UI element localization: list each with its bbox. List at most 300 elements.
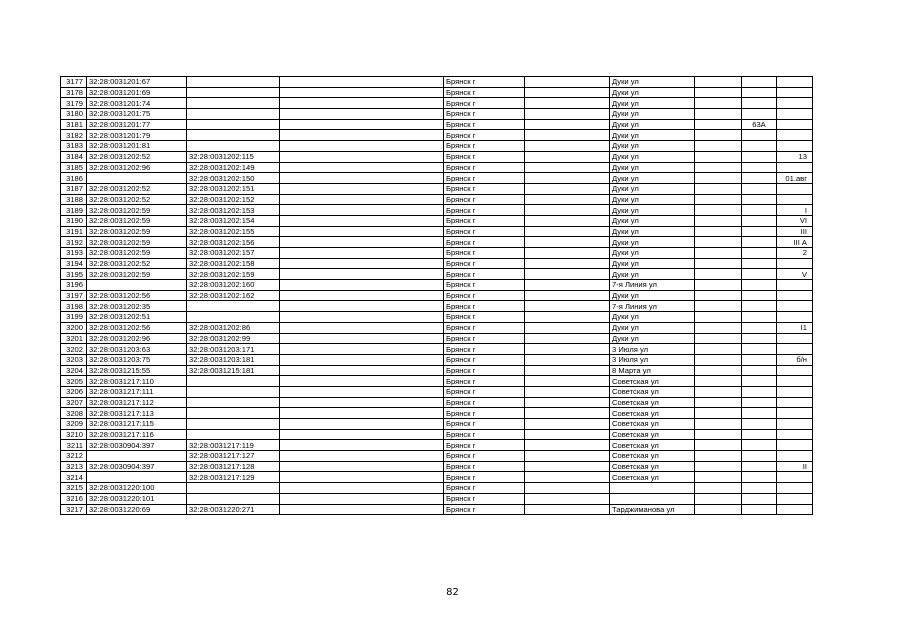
cell-building-cadastral-number: 32:28:0031217:129 [187,472,280,483]
cell-cadastral-number: 32:28:0031202:96 [87,162,187,173]
cell-cadastral-number: 32:28:0031217:113 [87,408,187,419]
table-row [61,386,847,397]
cell-owner [280,215,444,226]
cell-building [742,376,777,387]
cell-owner [280,130,444,141]
cell-house-number [695,205,742,216]
cell-street: Дуки ул [610,215,695,226]
cell-building-cadastral-number [187,77,280,88]
cell-cadastral-number: 32:28:0031201:75 [87,109,187,120]
cell-building [742,493,777,504]
cell-house-number [695,130,742,141]
cell-apartment [777,333,813,344]
cell-cadastral-number: 32:28:0031201:77 [87,119,187,130]
cell-apartment [777,504,813,515]
table-row [61,183,847,194]
cell-cadastral-number: 32:28:0031217:110 [87,376,187,387]
cell-apartment [777,344,813,355]
cell-house-number [695,87,742,98]
cell-city: Брянск г [444,429,525,440]
cell-city: Брянск г [444,472,525,483]
cell-cadastral-number: 32:28:0031220:100 [87,483,187,494]
cell-district [525,322,610,333]
cell-owner [280,322,444,333]
cell-building [742,461,777,472]
cell-apartment: 13 [777,151,813,162]
cell-apartment: II [777,461,813,472]
cell-apartment [777,258,813,269]
cell-house-number [695,440,742,451]
table-row [61,301,847,312]
table-row [61,280,847,291]
cell-street: Советская ул [610,386,695,397]
cell-building-cadastral-number: 32:28:0031202:162 [187,290,280,301]
cell-house-number [695,301,742,312]
cell-owner [280,419,444,430]
cell-owner [280,429,444,440]
table-row [61,173,847,184]
cell-apartment [777,87,813,98]
cell-house-number [695,312,742,323]
table-row [61,451,847,462]
cell-building-cadastral-number [187,397,280,408]
cell-building-cadastral-number: 32:28:0031203:171 [187,344,280,355]
cell-row-index: 3179 [61,98,87,109]
cell-city: Брянск г [444,344,525,355]
cell-city: Брянск г [444,141,525,152]
cell-city: Брянск г [444,205,525,216]
cell-building-cadastral-number: 32:28:0031217:127 [187,451,280,462]
cell-cadastral-number [87,173,187,184]
cell-cadastral-number: 32:28:0031202:52 [87,258,187,269]
cell-building [742,226,777,237]
cell-apartment [777,141,813,152]
cell-street: Дуки ул [610,130,695,141]
cell-building-cadastral-number: 32:28:0031202:151 [187,183,280,194]
cell-cadastral-number: 32:28:0031217:111 [87,386,187,397]
cell-row-index: 3210 [61,429,87,440]
cell-building [742,215,777,226]
cell-street: 7-я Линия ул [610,301,695,312]
cell-building [742,451,777,462]
cell-street: Дуки ул [610,205,695,216]
cell-row-index: 3189 [61,205,87,216]
table-body [61,77,847,515]
table-row [61,365,847,376]
table-row [61,322,847,333]
table-row [61,215,847,226]
table-row [61,419,847,430]
cell-house-number [695,504,742,515]
cell-street: 3 Июля ул [610,344,695,355]
cell-house-number [695,493,742,504]
cell-cadastral-number: 32:28:0031215:55 [87,365,187,376]
cell-district [525,461,610,472]
cell-cadastral-number: 32:28:0030904:397 [87,440,187,451]
cell-street: Дуки ул [610,258,695,269]
cell-city: Брянск г [444,215,525,226]
cell-district [525,109,610,120]
cell-building [742,280,777,291]
cell-cadastral-number: 32:28:0031202:59 [87,215,187,226]
cell-owner [280,258,444,269]
cell-city: Брянск г [444,194,525,205]
cell-district [525,301,610,312]
cell-district [525,130,610,141]
cell-city: Брянск г [444,290,525,301]
cell-building [742,162,777,173]
cell-street: 3 Июля ул [610,354,695,365]
cell-building [742,301,777,312]
cell-cadastral-number: 32:28:0031201:67 [87,77,187,88]
cell-apartment [777,451,813,462]
cell-building-cadastral-number [187,312,280,323]
cell-row-index: 3186 [61,173,87,184]
cell-building-cadastral-number: 32:28:0031202:158 [187,258,280,269]
cell-house-number [695,151,742,162]
cell-street: Дуки ул [610,151,695,162]
cell-street: Советская ул [610,440,695,451]
cell-building [742,397,777,408]
cell-apartment [777,280,813,291]
cell-apartment: V [777,269,813,280]
cell-district [525,419,610,430]
cell-cadastral-number: 32:28:0031201:79 [87,130,187,141]
cell-apartment [777,365,813,376]
cell-city: Брянск г [444,461,525,472]
cell-apartment: III [777,226,813,237]
cell-apartment [777,493,813,504]
cell-house-number [695,429,742,440]
cell-owner [280,109,444,120]
cell-building-cadastral-number: 32:28:0031202:156 [187,237,280,248]
cell-cadastral-number: 32:28:0031203:75 [87,354,187,365]
cell-owner [280,397,444,408]
cell-district [525,483,610,494]
cell-street: Советская ул [610,419,695,430]
cell-cadastral-number: 32:28:0031202:59 [87,226,187,237]
cell-street: Дуки ул [610,312,695,323]
cell-building [742,483,777,494]
cell-row-index: 3212 [61,451,87,462]
cell-building-cadastral-number: 32:28:0031220:271 [187,504,280,515]
cell-cadastral-number: 32:28:0031202:35 [87,301,187,312]
cell-apartment [777,183,813,194]
cell-house-number [695,451,742,462]
cell-street [610,483,695,494]
cell-house-number [695,344,742,355]
cell-cadastral-number: 32:28:0031201:81 [87,141,187,152]
cell-district [525,98,610,109]
table-row [61,237,847,248]
cell-owner [280,77,444,88]
cell-city: Брянск г [444,408,525,419]
cell-owner [280,237,444,248]
cell-district [525,312,610,323]
cell-street: 7-я Линия ул [610,280,695,291]
cell-district [525,151,610,162]
cell-cadastral-number: 32:28:0031203:63 [87,344,187,355]
cell-building [742,440,777,451]
cell-owner [280,248,444,259]
cell-house-number [695,322,742,333]
cell-house-number [695,258,742,269]
table-row [61,429,847,440]
cell-building [742,290,777,301]
cell-district [525,162,610,173]
cell-street: Дуки ул [610,226,695,237]
cell-apartment [777,98,813,109]
cell-district [525,365,610,376]
cell-building [742,354,777,365]
cell-house-number [695,119,742,130]
table-row [61,205,847,216]
table-row [61,226,847,237]
cell-building [742,194,777,205]
cell-cadastral-number: 32:28:0031202:52 [87,183,187,194]
cell-row-index: 3198 [61,301,87,312]
cell-owner [280,151,444,162]
table-row [61,77,847,88]
cell-street [610,493,695,504]
cell-row-index: 3204 [61,365,87,376]
cell-apartment [777,312,813,323]
cell-row-index: 3184 [61,151,87,162]
table-row [61,87,847,98]
cell-street: Дуки ул [610,77,695,88]
cell-house-number [695,483,742,494]
cell-row-index: 3207 [61,397,87,408]
cell-apartment [777,194,813,205]
cell-cadastral-number: 32:28:0030904:397 [87,461,187,472]
table-row [61,312,847,323]
cell-row-index: 3205 [61,376,87,387]
cell-owner [280,333,444,344]
cell-district [525,258,610,269]
cell-house-number [695,194,742,205]
cell-apartment [777,419,813,430]
cell-district [525,354,610,365]
cell-street: Тарджиманова ул [610,504,695,515]
cell-district [525,205,610,216]
cell-apartment [777,483,813,494]
cell-row-index: 3188 [61,194,87,205]
cell-street: Дуки ул [610,269,695,280]
cell-owner [280,98,444,109]
cell-row-index: 3200 [61,322,87,333]
cell-building [742,130,777,141]
cell-city: Брянск г [444,451,525,462]
cell-owner [280,194,444,205]
cell-city: Брянск г [444,280,525,291]
cell-owner [280,365,444,376]
cell-building-cadastral-number: 32:28:0031217:128 [187,461,280,472]
cell-building [742,237,777,248]
cell-house-number [695,280,742,291]
cell-row-index: 3214 [61,472,87,483]
cell-building-cadastral-number [187,429,280,440]
table-row [61,109,847,120]
table-row [61,98,847,109]
cell-house-number [695,226,742,237]
cell-building [742,408,777,419]
cell-building-cadastral-number: 32:28:0031202:152 [187,194,280,205]
cell-apartment [777,429,813,440]
cell-owner [280,504,444,515]
cell-building-cadastral-number: 32:28:0031217:119 [187,440,280,451]
cell-house-number [695,419,742,430]
table-row [61,461,847,472]
cell-city: Брянск г [444,109,525,120]
cell-city: Брянск г [444,237,525,248]
cell-building-cadastral-number: 32:28:0031202:154 [187,215,280,226]
cell-building [742,333,777,344]
cell-street: Советская ул [610,461,695,472]
cell-building [742,248,777,259]
cell-district [525,408,610,419]
cell-city: Брянск г [444,248,525,259]
cell-cadastral-number: 32:28:0031202:56 [87,322,187,333]
cell-house-number [695,397,742,408]
cell-city: Брянск г [444,322,525,333]
cell-district [525,269,610,280]
cell-row-index: 3216 [61,493,87,504]
cell-owner [280,173,444,184]
cell-owner [280,451,444,462]
cell-street: Дуки ул [610,290,695,301]
cell-owner [280,376,444,387]
cell-house-number [695,461,742,472]
cell-row-index: 3181 [61,119,87,130]
cell-building-cadastral-number [187,483,280,494]
table-row [61,162,847,173]
cell-house-number [695,386,742,397]
cell-row-index: 3203 [61,354,87,365]
cell-building-cadastral-number: 32:28:0031202:150 [187,173,280,184]
cell-city: Брянск г [444,130,525,141]
cell-owner [280,280,444,291]
cell-street: Дуки ул [610,162,695,173]
cell-street: Советская ул [610,376,695,387]
cell-building-cadastral-number [187,87,280,98]
cell-cadastral-number: 32:28:0031201:74 [87,98,187,109]
table-row [61,258,847,269]
cell-building [742,173,777,184]
cell-cadastral-number: 32:28:0031201:69 [87,87,187,98]
cell-owner [280,440,444,451]
cell-city: Брянск г [444,419,525,430]
cell-district [525,194,610,205]
cell-owner [280,119,444,130]
cell-building-cadastral-number: 32:28:0031202:99 [187,333,280,344]
cell-city: Брянск г [444,258,525,269]
cell-owner [280,301,444,312]
cell-house-number [695,141,742,152]
cell-city: Брянск г [444,354,525,365]
cell-city: Брянск г [444,183,525,194]
cell-row-index: 3197 [61,290,87,301]
cell-building-cadastral-number [187,141,280,152]
cell-city: Брянск г [444,504,525,515]
table-row [61,376,847,387]
cell-apartment: б/н [777,354,813,365]
cell-building [742,141,777,152]
cell-district [525,183,610,194]
cell-apartment: VI [777,215,813,226]
table-row [61,493,847,504]
cell-cadastral-number: 32:28:0031217:115 [87,419,187,430]
cell-house-number [695,77,742,88]
cell-house-number [695,269,742,280]
cell-district [525,386,610,397]
cell-building [742,269,777,280]
cell-apartment [777,119,813,130]
cell-owner [280,386,444,397]
cell-building [742,312,777,323]
cell-apartment [777,472,813,483]
table-row [61,483,847,494]
cell-city: Брянск г [444,312,525,323]
cell-row-index: 3183 [61,141,87,152]
cell-building-cadastral-number: 32:28:0031202:155 [187,226,280,237]
cell-district [525,248,610,259]
cell-house-number [695,290,742,301]
cell-house-number [695,354,742,365]
cell-building [742,205,777,216]
cell-row-index: 3215 [61,483,87,494]
cell-row-index: 3211 [61,440,87,451]
cell-street: Дуки ул [610,109,695,120]
cell-row-index: 3182 [61,130,87,141]
cell-cadastral-number: 32:28:0031202:59 [87,205,187,216]
cell-city: Брянск г [444,440,525,451]
cell-cadastral-number: 32:28:0031202:52 [87,151,187,162]
cell-building [742,322,777,333]
cell-owner [280,483,444,494]
cell-apartment: 2 [777,248,813,259]
cell-building [742,504,777,515]
table-row [61,344,847,355]
cell-street: Дуки ул [610,173,695,184]
cell-street: Советская ул [610,472,695,483]
cell-row-index: 3196 [61,280,87,291]
cell-city: Брянск г [444,493,525,504]
table-row [61,354,847,365]
cell-building-cadastral-number [187,493,280,504]
cell-building [742,419,777,430]
cell-building [742,472,777,483]
table-row [61,151,847,162]
table-row [61,397,847,408]
cell-row-index: 3206 [61,386,87,397]
table-row [61,194,847,205]
cell-row-index: 3213 [61,461,87,472]
cell-row-index: 3199 [61,312,87,323]
cell-row-index: 3177 [61,77,87,88]
cell-cadastral-number: 32:28:0031217:112 [87,397,187,408]
cell-house-number [695,376,742,387]
table-row [61,504,847,515]
cell-city: Брянск г [444,98,525,109]
cell-building-cadastral-number: 32:28:0031202:149 [187,162,280,173]
cell-owner [280,408,444,419]
cell-city: Брянск г [444,301,525,312]
cell-cadastral-number: 32:28:0031202:51 [87,312,187,323]
cell-district [525,504,610,515]
cell-building-cadastral-number: 32:28:0031202:160 [187,280,280,291]
cell-building-cadastral-number [187,408,280,419]
table-row [61,408,847,419]
